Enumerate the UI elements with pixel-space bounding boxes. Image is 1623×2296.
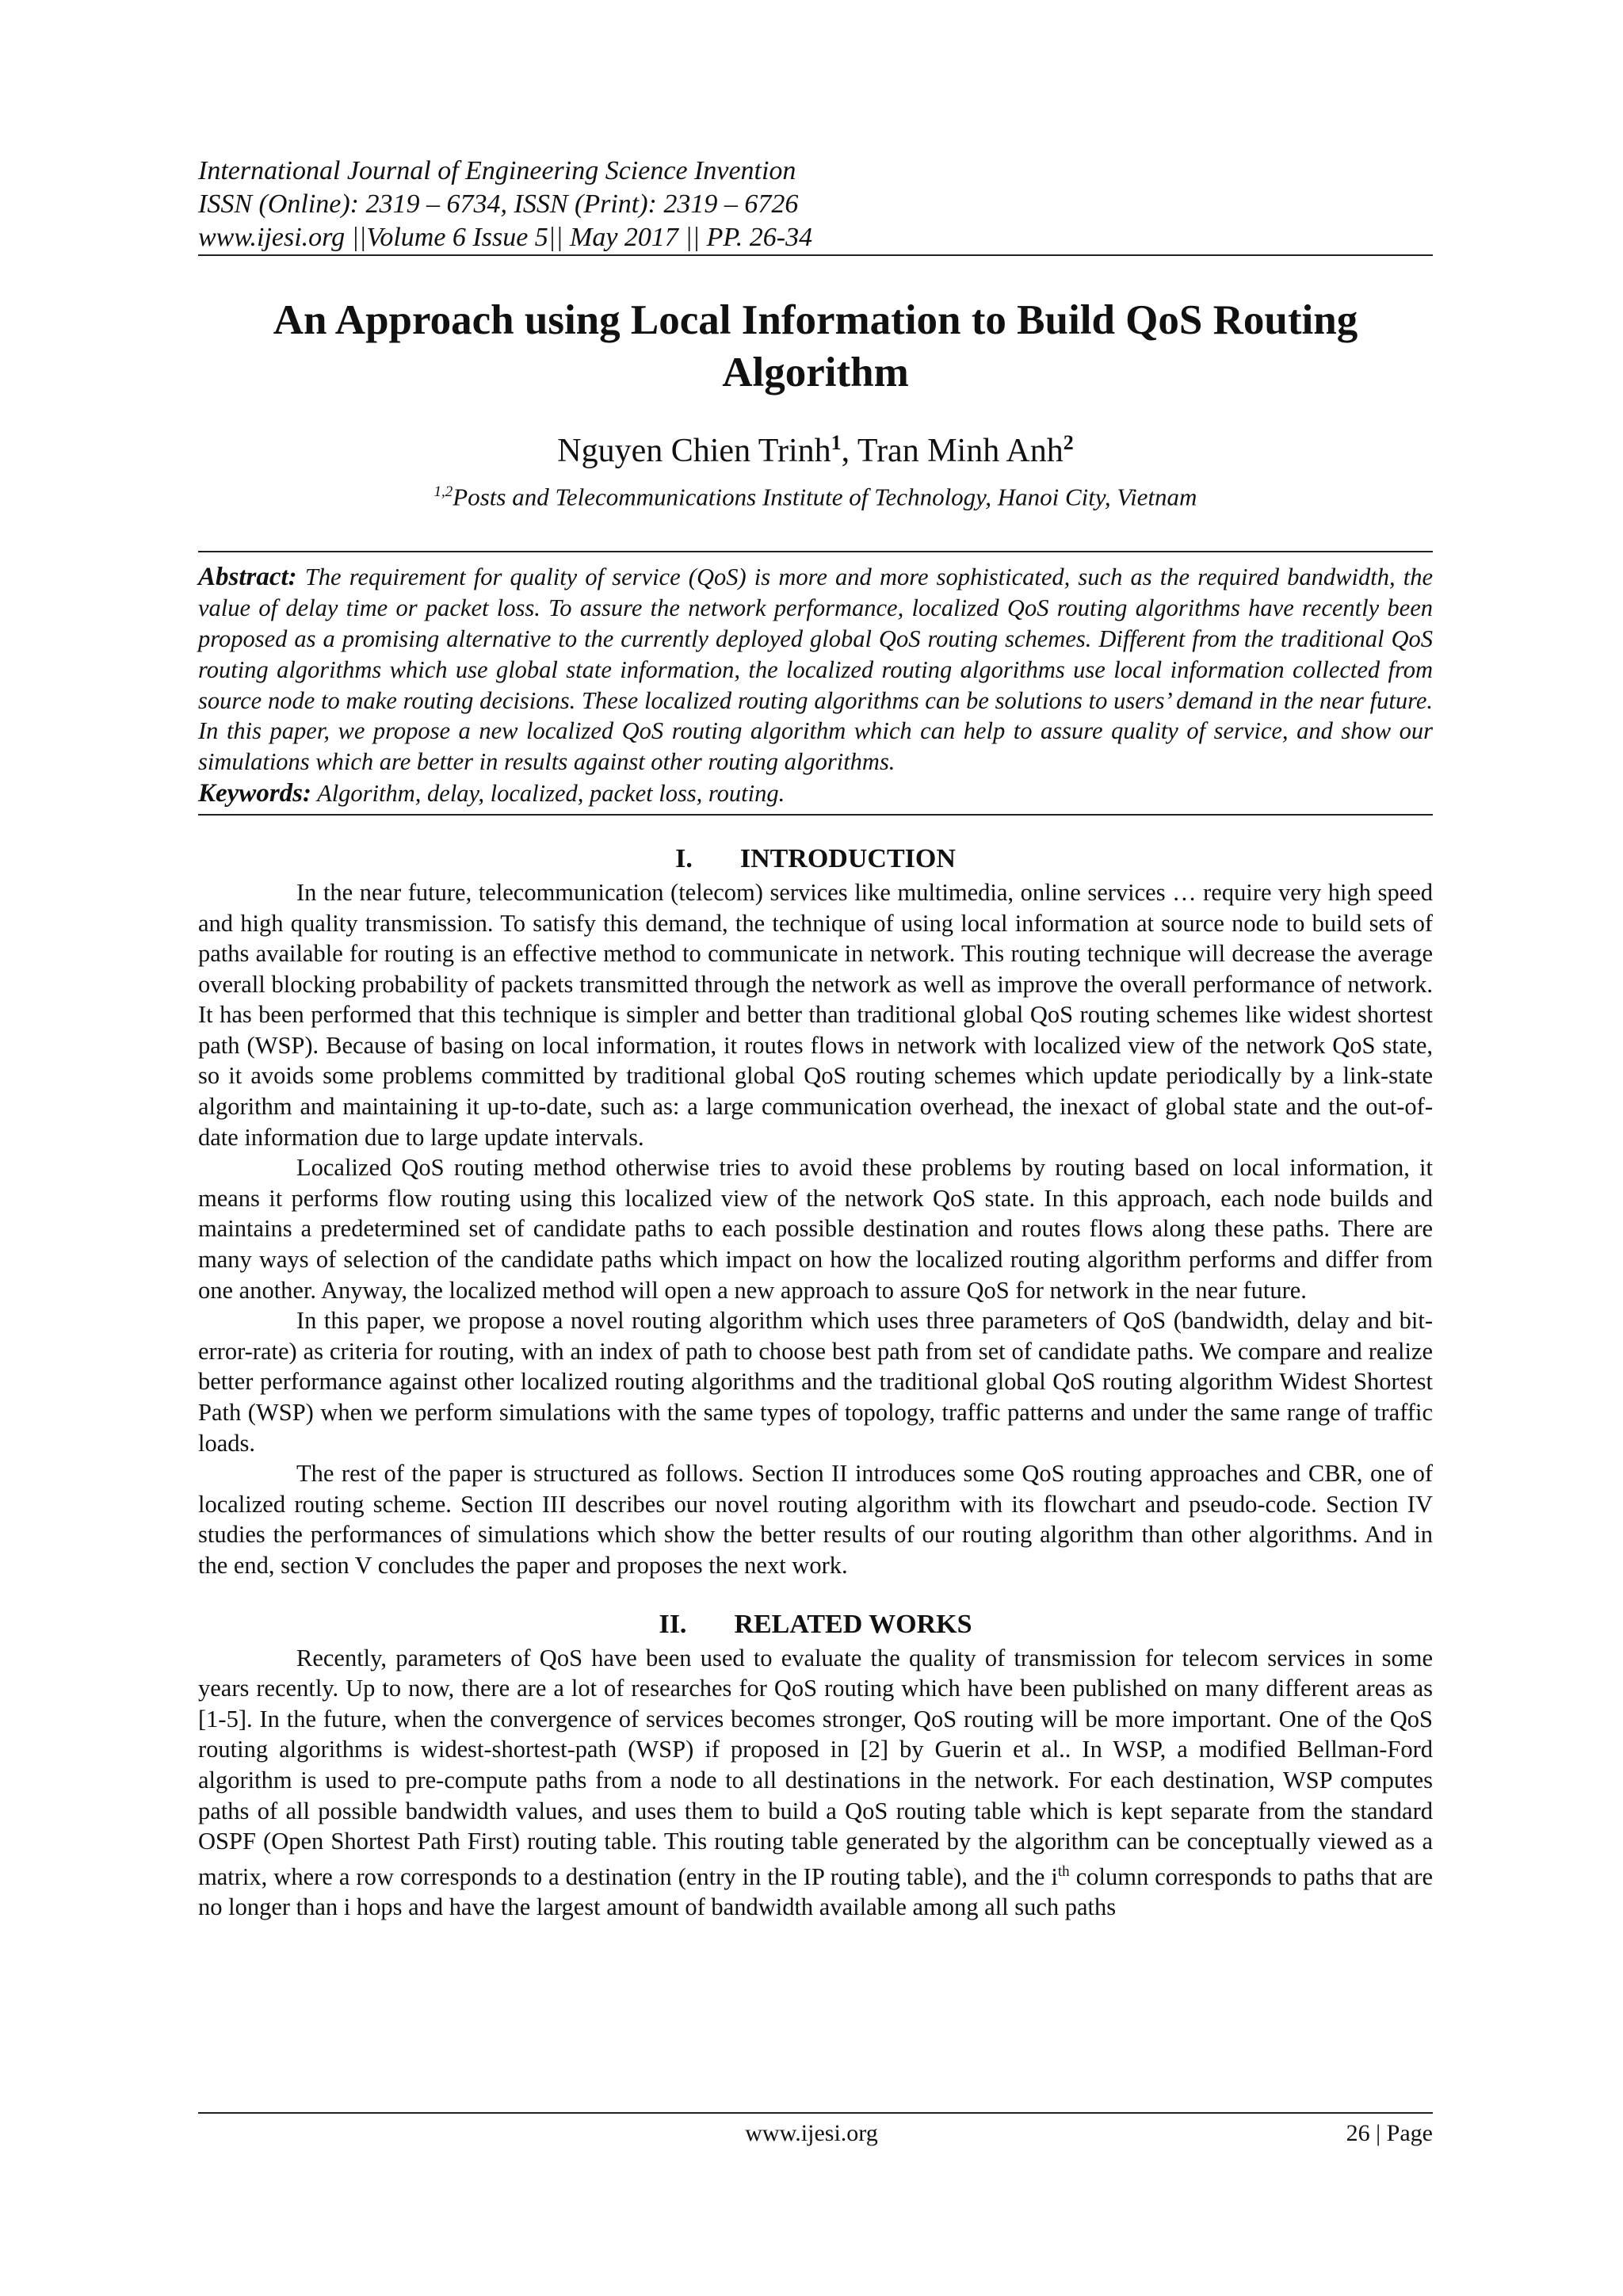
journal-name: International Journal of Engineering Science Invention: [198, 156, 796, 185]
paragraph: In this paper, we propose a novel routing algorithm which uses three parameters of QoS (bandwidth, delay and bit-error-rate) as criteria for routing, with an index of path to choose best path from set of candidate paths. We compare and realize better performance against other localized routing algorithms and the traditional global QoS routing algorithm Widest Shortest Path (WSP) when we perform simulations with the same types of topology, traffic patterns and under the same range of traffic loads.: [198, 1307, 1433, 1457]
author-name: Nguyen Chien Trinh: [557, 433, 831, 469]
paragraph: In the near future, telecommunication (telecom) services like multimedia, online services … require very high speed and high quality transmission. To satisfy this demand, the technique of using local information at source node to build sets of paths available for routing is an effective method to communicate in network. This routing technique will decrease the average overall blocking probability of packets transmitted through the network as well as improve the overall performance of network. It has been performed that this technique is simpler and better than traditional global QoS routing schemes like widest shortest path (WSP). Because of basing on local information, it routes flows in network with localized view of the network QoS state, so it avoids some problems committed by traditional global QoS routing schemes which update periodically by a link-state algorithm and maintaining it up-to-date, such as: a large communication overhead, the inexact of global state and the out-of-date information due to large update intervals.: [198, 878, 1433, 1151]
paragraph: Localized QoS routing method otherwise tries to avoid these problems by routing based on local information, it means it performs flow routing using this localized view of the network QoS state. In this approach, each node builds and maintains a predetermined set of candidate paths to each possible destination and routes flows along these paths. There are many ways of selection of the candidate paths which impact on how the localized routing algorithm performs and differ from one another. Anyway, the localized method will open a new approach to assure QoS for network in the near future.: [198, 1154, 1433, 1304]
author-superscript: 1: [831, 431, 842, 454]
section-title: RELATED WORKS: [734, 1609, 972, 1639]
section-number: II.: [659, 1609, 687, 1639]
affiliation-text: Posts and Telecommunications Institute of Technology, Hanoi City, Vietnam: [453, 483, 1197, 511]
paragraph-text: column corresponds to paths that are no longer than i hops and have the largest amount of bandwidth available among all such paths: [198, 1862, 1433, 1921]
section-heading-introduction: [198, 842, 1433, 876]
abstract-block: [198, 540, 1433, 816]
affiliation: [198, 476, 1433, 513]
paper-page: [198, 155, 1433, 1923]
footer-url: www.ijesi.org: [745, 2120, 878, 2146]
abstract-label: Abstract:: [198, 563, 297, 592]
journal-volume: www.ijesi.org ||Volume 6 Issue 5|| May 2017 || PP. 26-34: [198, 223, 813, 252]
journal-issn: ISSN (Online): 2319 – 6734, ISSN (Print): 2319 – 6726: [198, 189, 799, 219]
paragraph-text: Recently, parameters of QoS have been used to evaluate the quality of transmission for telecom services in some years recently. Up to now, there are a lot of researches for QoS routing which have been published on many different areas as [1-5]. In the future, when the convergence of services becomes stronger, QoS routing will be more important. One of the QoS routing algorithms is widest-shortest-path (WSP) if proposed in [2] by Guerin et al.. In WSP, a modified Bellman-Ford algorithm is used to pre-compute paths from a node to all destinations in the network. For each destination, WSP computes paths of all possible bandwidth values, and uses them to build a QoS routing table which is kept separate from the standard OSPF (Open Shortest Path First) routing table. This routing table generated by the algorithm can be conceptually viewed as a matrix, where a row corresponds to a destination (entry in the IP routing table), and the i: [198, 1644, 1433, 1890]
journal-header: [198, 155, 1433, 254]
section-title: INTRODUCTION: [739, 843, 956, 873]
paper-title: An Approach using Local Information to Build QoS Routing Algorithm: [273, 297, 1358, 395]
section-heading-related-works: [198, 1608, 1433, 1641]
paragraph: The rest of the paper is structured as follows. Section II introduces some QoS routing approaches and CBR, one of localized routing scheme. Section III describes our novel routing algorithm with its flowchart and pseudo-code. Section IV studies the performances of simulations which show the better results of our routing algorithm than other algorithms. And in the end, section V concludes the paper and proposes the next work.: [198, 1460, 1433, 1579]
header-divider: [198, 254, 1433, 256]
abstract-text: The requirement for quality of service (QoS) is more and more sophisticated, such as the required bandwidth, the value of delay time or packet loss. To assure the network performance, localized QoS routing algorithms have recently been proposed as a promising alternative to the currently deployed global QoS routing schemes. Different from the traditional QoS routing algorithms which use global state information, the localized routing algorithms use local information collected from source node to make routing decisions. These localized routing algorithms can be solutions to users’ demand in the near future. In this paper, we propose a new localized QoS routing algorithm which can help to assure quality of service, and show our simulations which are better in results against other routing algorithms.: [198, 563, 1433, 776]
keywords-label: Keywords:: [198, 778, 311, 808]
superscript: th: [1057, 1862, 1070, 1880]
section-number: I.: [675, 843, 693, 873]
author-separator: ,: [841, 433, 857, 469]
abstract: [198, 562, 1433, 777]
paragraph: [198, 1643, 1433, 1924]
affiliation-superscript: 1,2: [433, 483, 453, 500]
footer-divider: [198, 2112, 1433, 2114]
author-name: Tran Minh Anh: [857, 433, 1064, 469]
author-list: [198, 422, 1433, 472]
keywords-text: Algorithm, delay, localized, packet loss, routing.: [317, 779, 785, 807]
author-superscript: 2: [1063, 431, 1074, 454]
abstract-bottom-divider: [198, 814, 1433, 816]
keywords: [198, 777, 1433, 809]
abstract-top-divider: [198, 551, 1433, 552]
page-number: 26 | Page: [1346, 2120, 1433, 2146]
